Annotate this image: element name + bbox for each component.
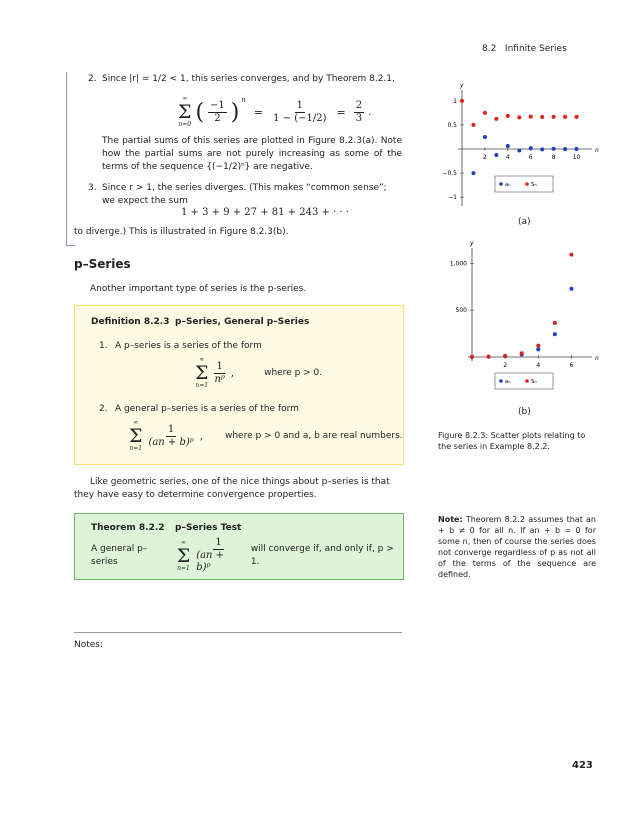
- legend-label: Sₙ: [531, 182, 537, 188]
- note-text: Theorem 8.2.2 assumes that an + b ≠ 0 for all n. If an + b = 0 for some n, then of course the series does not converge regardless of p as not all of the terms of the sequence are defined.: [438, 515, 596, 579]
- x-tick-label: 2: [503, 362, 508, 369]
- definition-name: p–Series, General p–Series: [175, 317, 310, 327]
- data-point: [517, 149, 521, 153]
- fraction: $\frac{2}{3}$: [355, 99, 363, 124]
- side-note: [438, 514, 596, 580]
- def-eq1-condition: where p > 0.: [264, 367, 323, 378]
- figure-caption: Figure 8.2.3: Scatter plots relating to the series in Example 8.2.2.: [438, 431, 586, 451]
- def-item1-text: A p–series is a series of the form: [115, 341, 262, 351]
- definition-box: [74, 305, 404, 465]
- item3-after: to diverge.) This is illustrated in Figure 8.2.3(b).: [74, 227, 289, 237]
- y-tick-label: −0.5: [442, 170, 457, 178]
- chart-a: [440, 76, 600, 226]
- item3-paragraph: Since r > 1, the series diverges. (This makes “common sense”; we expect the sum: [102, 183, 387, 206]
- x-tick-label: 10: [572, 154, 581, 161]
- x-tick-label: 6: [569, 362, 574, 369]
- sum-symbol: ∞ Σ n=1: [195, 356, 209, 389]
- theorem-pre: A general p–series: [91, 543, 148, 567]
- legend-label: aₙ: [505, 379, 511, 385]
- legend-marker: [525, 379, 529, 383]
- note-label: Note:: [438, 515, 463, 524]
- legend-marker: [525, 182, 529, 186]
- figure-label-a: (a): [518, 217, 531, 227]
- legend-box: [495, 373, 553, 389]
- sum-symbol: ∞ Σ n=1: [176, 538, 191, 572]
- def-item2-text: A general p–series is a series of the form: [115, 404, 299, 414]
- data-point: [563, 115, 567, 119]
- example-bar: [66, 72, 67, 246]
- def-item1-number: 1.: [99, 341, 108, 351]
- def-eq2: ∞ Σ n=1 $\frac{1}{\text{(an + b)ᵖ}}$ , where p > 0 and a, b are real numbers.: [129, 419, 403, 452]
- figure-label-b: (b): [518, 407, 531, 417]
- data-point: [506, 144, 510, 148]
- y-tick-label: 500: [455, 307, 467, 315]
- y-axis-label: y: [460, 82, 464, 89]
- x-axis-label: n: [595, 355, 599, 362]
- data-point: [552, 115, 556, 119]
- definition-label: Definition 8.2.3: [91, 317, 170, 327]
- data-point: [494, 117, 498, 121]
- x-tick-label: 4: [505, 154, 510, 161]
- x-axis-label: n: [595, 147, 599, 154]
- data-point: [487, 355, 491, 359]
- item2-paragraph: The partial sums of this series are plotted in Figure 8.2.3(a). Note how the partial sums are not purely increasing as some of the terms of the sequence {(−1/2)ⁿ} are negative.: [102, 136, 402, 172]
- data-point: [569, 287, 573, 291]
- sum-symbol: ∞ Σ n=0: [178, 95, 192, 128]
- def-eq2-condition: where p > 0 and a, b are real numbers.: [224, 430, 403, 441]
- data-point: [553, 332, 557, 336]
- data-point: [553, 321, 557, 325]
- item3-number: 3.: [88, 183, 97, 193]
- item2-equation: ∞ Σ n=0 ( $\frac{-1}{2}$ ) n = $\frac{1}{1 - (-1/2)}$ = $\frac{2}{3}$ .: [178, 95, 372, 128]
- y-tick-label: −1: [448, 194, 457, 202]
- fraction: $\frac{1}{\text{(an + b)ᵖ}}$: [148, 423, 194, 448]
- legend-label: aₙ: [505, 182, 511, 188]
- y-axis-label: y: [470, 240, 474, 247]
- fraction: $\frac{1}{1 - (-1/2)}$: [273, 99, 327, 124]
- legend-box: [495, 176, 553, 192]
- data-point: [503, 354, 507, 358]
- data-point: [552, 147, 556, 151]
- data-point: [483, 111, 487, 115]
- data-point: [540, 115, 544, 119]
- data-point: [536, 347, 540, 351]
- theorem-label: Theorem 8.2.2: [91, 523, 165, 533]
- like-paragraph: Like geometric series, one of the nice things about p–series is that they have easy to determine convergence properties.: [74, 477, 390, 500]
- section-heading: p–Series: [74, 257, 131, 271]
- y-tick-label: 1: [453, 97, 457, 105]
- running-header: [482, 43, 567, 56]
- notes-label: Notes:: [74, 640, 104, 650]
- legend-marker: [499, 379, 503, 383]
- legend-label: Sₙ: [531, 379, 537, 385]
- data-point: [569, 253, 573, 257]
- section-intro: Another important type of series is the p-series.: [90, 284, 307, 294]
- item3-sum: 1 + 3 + 9 + 27 + 81 + 243 + · · ·: [181, 207, 349, 218]
- x-tick-label: 2: [482, 154, 487, 161]
- legend-marker: [499, 182, 503, 186]
- data-point: [575, 115, 579, 119]
- fraction: $\frac{-1}{2}$: [210, 99, 225, 124]
- theorem-statement: [91, 537, 403, 574]
- sum-symbol: ∞ Σ n=1: [129, 419, 143, 452]
- fraction: $\frac{1}{\text{nᵖ}}$: [214, 360, 225, 385]
- item2-line1: Since |r| = 1/2 < 1, this series converges, and by Theorem 8.2.1,: [102, 74, 395, 84]
- data-point: [529, 146, 533, 150]
- data-point: [506, 114, 510, 118]
- theorem-name: p–Series Test: [175, 523, 242, 533]
- item2-number: 2.: [88, 74, 97, 84]
- notes-divider: [74, 632, 402, 633]
- data-point: [470, 355, 474, 359]
- data-point: [494, 153, 498, 157]
- data-point: [536, 344, 540, 348]
- x-tick-label: 4: [536, 362, 541, 369]
- header-title: Infinite Series: [504, 44, 567, 54]
- x-tick-label: 6: [528, 154, 533, 161]
- data-point: [460, 99, 464, 103]
- y-tick-label: 1,000: [449, 260, 467, 268]
- example-bar-foot: [66, 245, 75, 246]
- fraction: $\frac{1}{\text{(an + b)ᵖ}}$: [196, 537, 225, 573]
- data-point: [471, 171, 475, 175]
- data-point: [517, 115, 521, 119]
- x-tick-label: 8: [551, 154, 556, 161]
- data-point: [563, 147, 567, 151]
- chart-b: [440, 240, 600, 400]
- data-point: [483, 135, 487, 139]
- data-point: [520, 351, 524, 355]
- theorem-box: [74, 513, 404, 580]
- page-number: 423: [572, 760, 593, 771]
- y-tick-label: 0.5: [447, 121, 457, 129]
- data-point: [575, 147, 579, 151]
- theorem-post: will converge if, and only if, p > 1.: [250, 543, 394, 567]
- data-point: [540, 147, 544, 151]
- data-point: [529, 115, 533, 119]
- data-point: [471, 123, 475, 127]
- def-eq1: ∞ Σ n=1 $\frac{1}{\text{nᵖ}}$ , where p > 0.: [195, 356, 323, 389]
- header-section: 8.2: [482, 44, 497, 54]
- def-item2-number: 2.: [99, 404, 108, 414]
